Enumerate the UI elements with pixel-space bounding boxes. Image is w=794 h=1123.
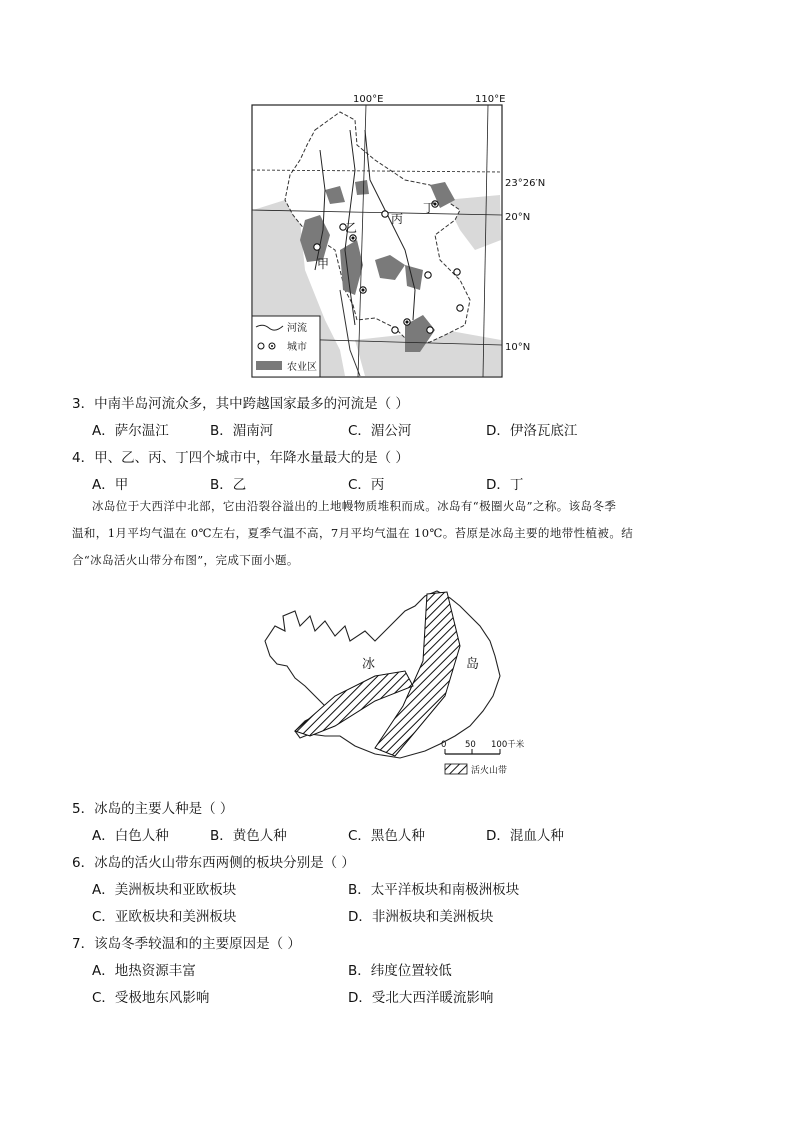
city-label-bing: 丙	[391, 212, 404, 226]
question-6: 6．冰岛的活火山带东西两侧的板块分别是（ ）	[72, 855, 355, 871]
question-5: 5．冰岛的主要人种是（ ）	[72, 801, 234, 817]
passage-line-3: 合“冰岛活火山带分布图”，完成下面小题。	[72, 553, 299, 567]
q3-option-d[interactable]: D．伊洛瓦底江	[486, 423, 578, 439]
q5-option-c[interactable]: C．黑色人种	[348, 828, 425, 844]
q7-option-a[interactable]: A．地热资源丰富	[92, 963, 196, 979]
q6-option-b[interactable]: B．太平洋板块和南极洲板块	[348, 882, 520, 898]
q3-option-c[interactable]: C．湄公河	[348, 423, 412, 439]
q4-option-b[interactable]: B．乙	[210, 477, 247, 493]
map1-legend	[252, 316, 320, 377]
lon-label-100: 100°E	[353, 94, 384, 105]
legend-river: 河流	[287, 323, 307, 334]
q5-option-a[interactable]: A．白色人种	[92, 828, 169, 844]
q4-option-c[interactable]: C．丙	[348, 477, 385, 493]
legend-volcanic-belt: 活火山带	[471, 766, 508, 776]
legend-city: 城市	[287, 342, 307, 353]
passage-line-1: 冰岛位于大西洋中北部，它由沿裂谷溢出的上地幔物质堆积而成。冰岛有“极圈火岛”之称。该岛冬季	[92, 499, 617, 513]
question-7: 7．该岛冬季较温和的主要原因是（ ）	[72, 936, 301, 952]
scale-100: 100千米	[491, 740, 525, 750]
scale-50: 50	[465, 740, 476, 750]
city-label-ding: 丁	[423, 201, 436, 215]
q3-option-b[interactable]: B．湄南河	[210, 423, 274, 439]
q6-option-c[interactable]: C．亚欧板块和美洲板块	[92, 909, 237, 925]
question-3: 3．中南半岛河流众多，其中跨越国家最多的河流是（ ）	[72, 396, 409, 412]
q6-option-d[interactable]: D．非洲板块和美洲板块	[348, 909, 494, 925]
city-label-yi: 乙	[345, 221, 358, 235]
lat-label-20n: 20°N	[505, 212, 531, 223]
lon-label-110: 110°E	[475, 94, 506, 105]
q4-option-d[interactable]: D．丁	[486, 477, 524, 493]
lat-label-10n: 10°N	[505, 342, 531, 353]
q6-option-a[interactable]: A．美洲板块和亚欧板块	[92, 882, 237, 898]
iceland-label-dao: 岛	[466, 657, 480, 672]
legend-agri: 农业区	[287, 362, 317, 373]
q7-option-d[interactable]: D．受北大西洋暖流影响	[348, 990, 494, 1006]
scale-0: 0	[441, 740, 447, 750]
scale-bar	[441, 739, 525, 754]
question-4: 4．甲、乙、丙、丁四个城市中，年降水量最大的是（ ）	[72, 450, 409, 466]
iceland-map	[255, 586, 545, 782]
q3-option-a[interactable]: A．萨尔温江	[92, 423, 169, 439]
passage-line-2: 温和，1月平均气温在 0℃左右，夏季气温不高，7月平均气温在 10℃。苔原是冰岛主要的地带性植被。结	[72, 526, 634, 540]
indochina-map	[245, 90, 555, 382]
q5-option-b[interactable]: B．黄色人种	[210, 828, 287, 844]
q4-option-a[interactable]: A．甲	[92, 477, 129, 493]
iceland-label-bing: 冰	[362, 657, 376, 672]
q7-option-b[interactable]: B．纬度位置较低	[348, 963, 452, 979]
q7-option-c[interactable]: C．受极地东风影响	[92, 990, 210, 1006]
city-label-jia: 甲	[317, 257, 330, 271]
lat-label-tropic: 23°26′N	[505, 178, 546, 189]
q5-option-d[interactable]: D．混血人种	[486, 828, 564, 844]
